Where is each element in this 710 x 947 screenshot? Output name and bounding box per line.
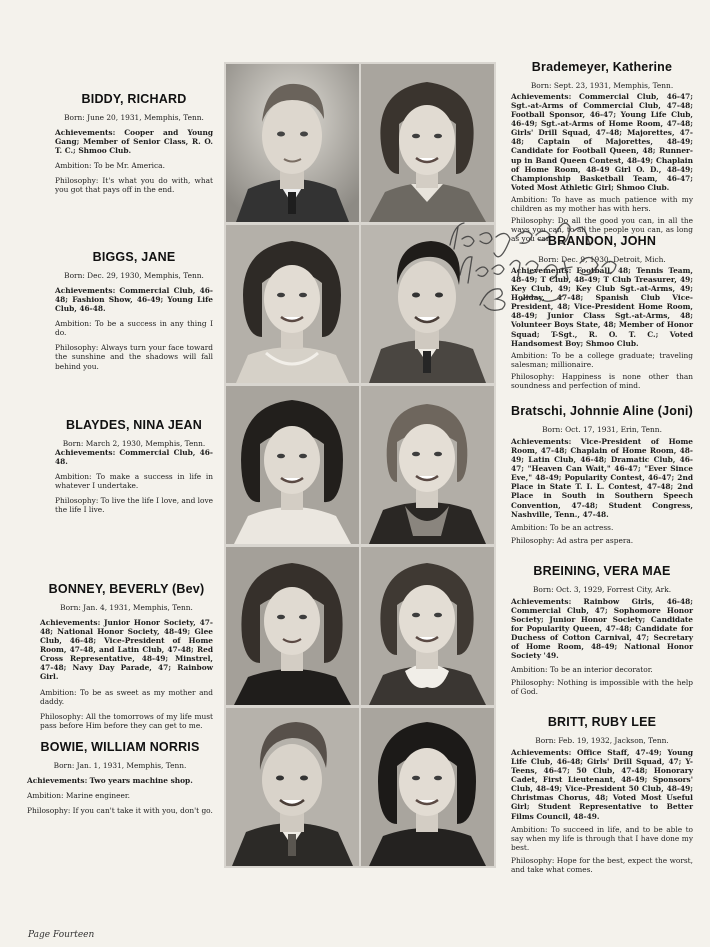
student-philosophy: Philosophy: Always turn your face toward the sunshine and the shadows will fall behind you.	[55, 343, 213, 371]
student-entry-biddy	[55, 92, 213, 200]
student-born: Born: Feb. 19, 1932, Jackson, Tenn.	[535, 736, 669, 746]
student-ambition: Ambition: To be a success in any thing I do.	[55, 319, 213, 338]
student-born: Born: June 20, 1931, Memphis, Tenn.	[64, 113, 204, 123]
student-philosophy: Philosophy: All the tomorrows of my life must pass before Him before they can get to me.	[40, 711, 213, 730]
student-philosophy: Philosophy: To live the life I love, and love the life I live.	[55, 496, 214, 515]
student-born: Born: Jan. 4, 1931, Memphis, Tenn.	[60, 603, 193, 613]
portrait-photo-blaydes	[226, 386, 359, 544]
student-name: Brademeyer, Katherine	[531, 60, 673, 74]
student-name: BIDDY, RICHARD	[81, 92, 187, 106]
student-entry-brademeyer	[511, 60, 693, 249]
student-ambition: Ambition: To be as sweet as my mother and daddy.	[40, 687, 213, 706]
student-entry-brandon	[511, 234, 693, 396]
student-entry-britt	[511, 715, 693, 880]
student-born: Born: Sept. 23, 1931, Memphis, Tenn.	[530, 81, 674, 91]
student-achievements: Achievements: Cooper and Young Gang; Member of Senior Class, R. O. T. C.; Shmoo Club.	[55, 128, 213, 156]
student-achievements: Achievements: Football, 48; Tennis Team, 48-49; T Club, 48-49; T Club Treasurer, 49; Key Club, 49; Key Club Sgt.-at-Arms, 49; Holiday, 47-48; Spanish Club Vice-President, 48; Vice-President Home Room, 48-49; Junior Class Sgt.-at-Arms, 48; Volunteer Boys State, 48; Member of Honor Squad; T-Sgt., R. O. T. C.; Voted Handsomest Boy; Shmoo Club.	[511, 266, 693, 348]
student-philosophy: Philosophy: Hope for the best, expect the worst, and take what comes.	[511, 855, 693, 874]
portrait-photo-biggs	[226, 225, 359, 383]
student-name: BONNEY, BEVERLY (Bev)	[48, 582, 205, 596]
student-name: BRITT, RUBY LEE	[547, 715, 657, 729]
portrait-photo-biddy	[226, 64, 359, 222]
student-achievements: Achievements: Office Staff, 47-49; Young Life Club, 46-48; Girls' Drill Squad, 47; Y-Teens, 46-47; 50 Club, 47-48; Honorary Cadet, First Lieutenant, 48-49; Sponsors' Club, 48-49; Vice-President 50 Club, 48-49; Christmas Chorus, 48; Voted Most Useful Girl; Student Representative to Better Films Council, 48-49.	[511, 748, 693, 821]
student-philosophy: Philosophy: Do all the good you can, in all the ways you can, to all the people you can, as long as you can.	[511, 215, 693, 243]
student-achievements: Achievements: Commercial Club, 46-48; Fashion Show, 46-49; Young Life Club, 46-48.	[55, 286, 213, 314]
student-achievements: Achievements: Two years machine shop.	[27, 776, 193, 786]
student-ambition: Ambition: To be an actress.	[511, 522, 614, 532]
student-entry-blaydes	[55, 418, 213, 520]
portrait-photo-britt	[361, 708, 494, 866]
student-name: BRANDON, JOHN	[547, 234, 657, 248]
student-ambition: Ambition: To be an interior decorator.	[511, 664, 653, 674]
student-name: BIGGS, JANE	[92, 250, 176, 264]
student-achievements: Achievements: Vice-President of Home Room, 47-48; Chaplain of Home Room, 48-49; Latin Club, 46-48; Dramatic Club, 46-47; "Heaven Can Wait," 46-47; "Ever Since Eve," 48-49; Popularity Contest, 46-47; 2nd Place in State T. I. L. Contest, 47-48; 2nd Place in South in Southern Speech Convention, 47-48; Student Congress, Nashville, Tenn., 47-48.	[511, 437, 693, 519]
student-born: Born: Dec. 9, 1930, Detroit, Mich.	[538, 255, 666, 265]
portrait-photo-bowie	[226, 708, 359, 866]
student-philosophy: Philosophy: Ad astra per aspera.	[511, 535, 634, 545]
student-name: BOWIE, WILLIAM NORRIS	[40, 740, 200, 754]
student-name: BREINING, VERA MAE	[533, 564, 671, 578]
student-name: Bratschi, Johnnie Aline (Joni)	[511, 404, 693, 418]
student-entry-bratschi	[511, 404, 693, 551]
student-philosophy: Philosophy: Happiness is none other than soundness and perfection of mind.	[511, 371, 693, 390]
student-born: Born: Oct. 17, 1931, Erin, Tenn.	[542, 425, 662, 435]
student-born: Born: Dec. 29, 1930, Memphis, Tenn.	[64, 271, 204, 281]
student-ambition: Ambition: To have as much patience with my children as my mother has with hers.	[511, 194, 693, 213]
student-philosophy: Philosophy: Nothing is impossible with the help of God.	[511, 677, 693, 696]
portrait-photo-bonney	[226, 547, 359, 705]
student-philosophy: Philosophy: It's what you do with, what you got that pays off in the end.	[55, 176, 213, 195]
student-ambition: Ambition: To succeed in life, and to be able to say when my life is through that I have done my best.	[511, 824, 693, 852]
student-ambition: Ambition: To be a college graduate; traveling salesman; millionaire.	[511, 350, 693, 369]
page-number: Page Fourteen	[28, 930, 95, 940]
student-born: Born: March 2, 1930, Memphis, Tenn.	[62, 439, 206, 449]
student-achievements: Achievements: Junior Honor Society, 47-48; National Honor Society, 48-49; Glee Club, 46-48; Vice-President of Home Room, 47-48, and Latin Club, 47-48; Red Cross Representative, 48-49; Minstrel, 47-48; Navy Day Parade, 47; Rainbow Girl.	[40, 618, 214, 682]
student-entry-breining	[511, 564, 693, 702]
student-name: BLAYDES, NINA JEAN	[65, 418, 203, 432]
portrait-photo-breining	[361, 547, 494, 705]
student-achievements: Achievements: Commercial Club, 46-47; Sgt.-at-Arms of Commercial Club, 47-48; Football Sponsor, 46-47; Young Life Club, 46-49; Sgt.-at-Arms of Home Room, 47-48; Girls' Drill Squad, 47-48; Majorettes, 47-48; Captain of Majorettes, 48-49; Candidate for Football Queen, 48; Runner-up in Band Queen Contest, 48-49; Chaplain of Home Room, 48-49 Girl O. D., 48-49; Championship Basketball Team, 46-47; Voted Most Athletic Girl; Shmoo Club.	[511, 92, 693, 192]
student-achievements: Achievements: Commercial Club, 46-48.	[55, 448, 213, 467]
student-philosophy: Philosophy: If you can't take it with you, don't go.	[27, 806, 213, 816]
student-entry-biggs	[55, 250, 213, 377]
student-born: Born: Oct. 3, 1929, Forrest City, Ark.	[532, 585, 672, 595]
student-born: Born: Jan. 1, 1931, Memphis, Tenn.	[53, 761, 187, 771]
portrait-photo-brademeyer	[361, 64, 494, 222]
student-achievements: Achievements: Rainbow Girls, 46-48; Commercial Club, 47; Sophomore Honor Society; Junior Honor Society; Candidate for Popularity Queen, 47-48; Candidate for Duchess of Cotton Carnival, 47; Secretary of Home Room, 48-49; National Honor Society '49.	[511, 597, 693, 661]
portrait-photo-bratschi	[361, 386, 494, 544]
portrait-photo-brandon	[361, 225, 494, 383]
student-entry-bonney	[40, 582, 213, 736]
student-ambition: Ambition: To make a success in life in whatever I undertake.	[55, 472, 213, 491]
portrait-grid	[224, 62, 496, 868]
student-entry-bowie	[27, 740, 213, 821]
student-ambition: Ambition: Marine engineer.	[27, 791, 130, 801]
student-ambition: Ambition: To be Mr. America.	[55, 161, 165, 171]
